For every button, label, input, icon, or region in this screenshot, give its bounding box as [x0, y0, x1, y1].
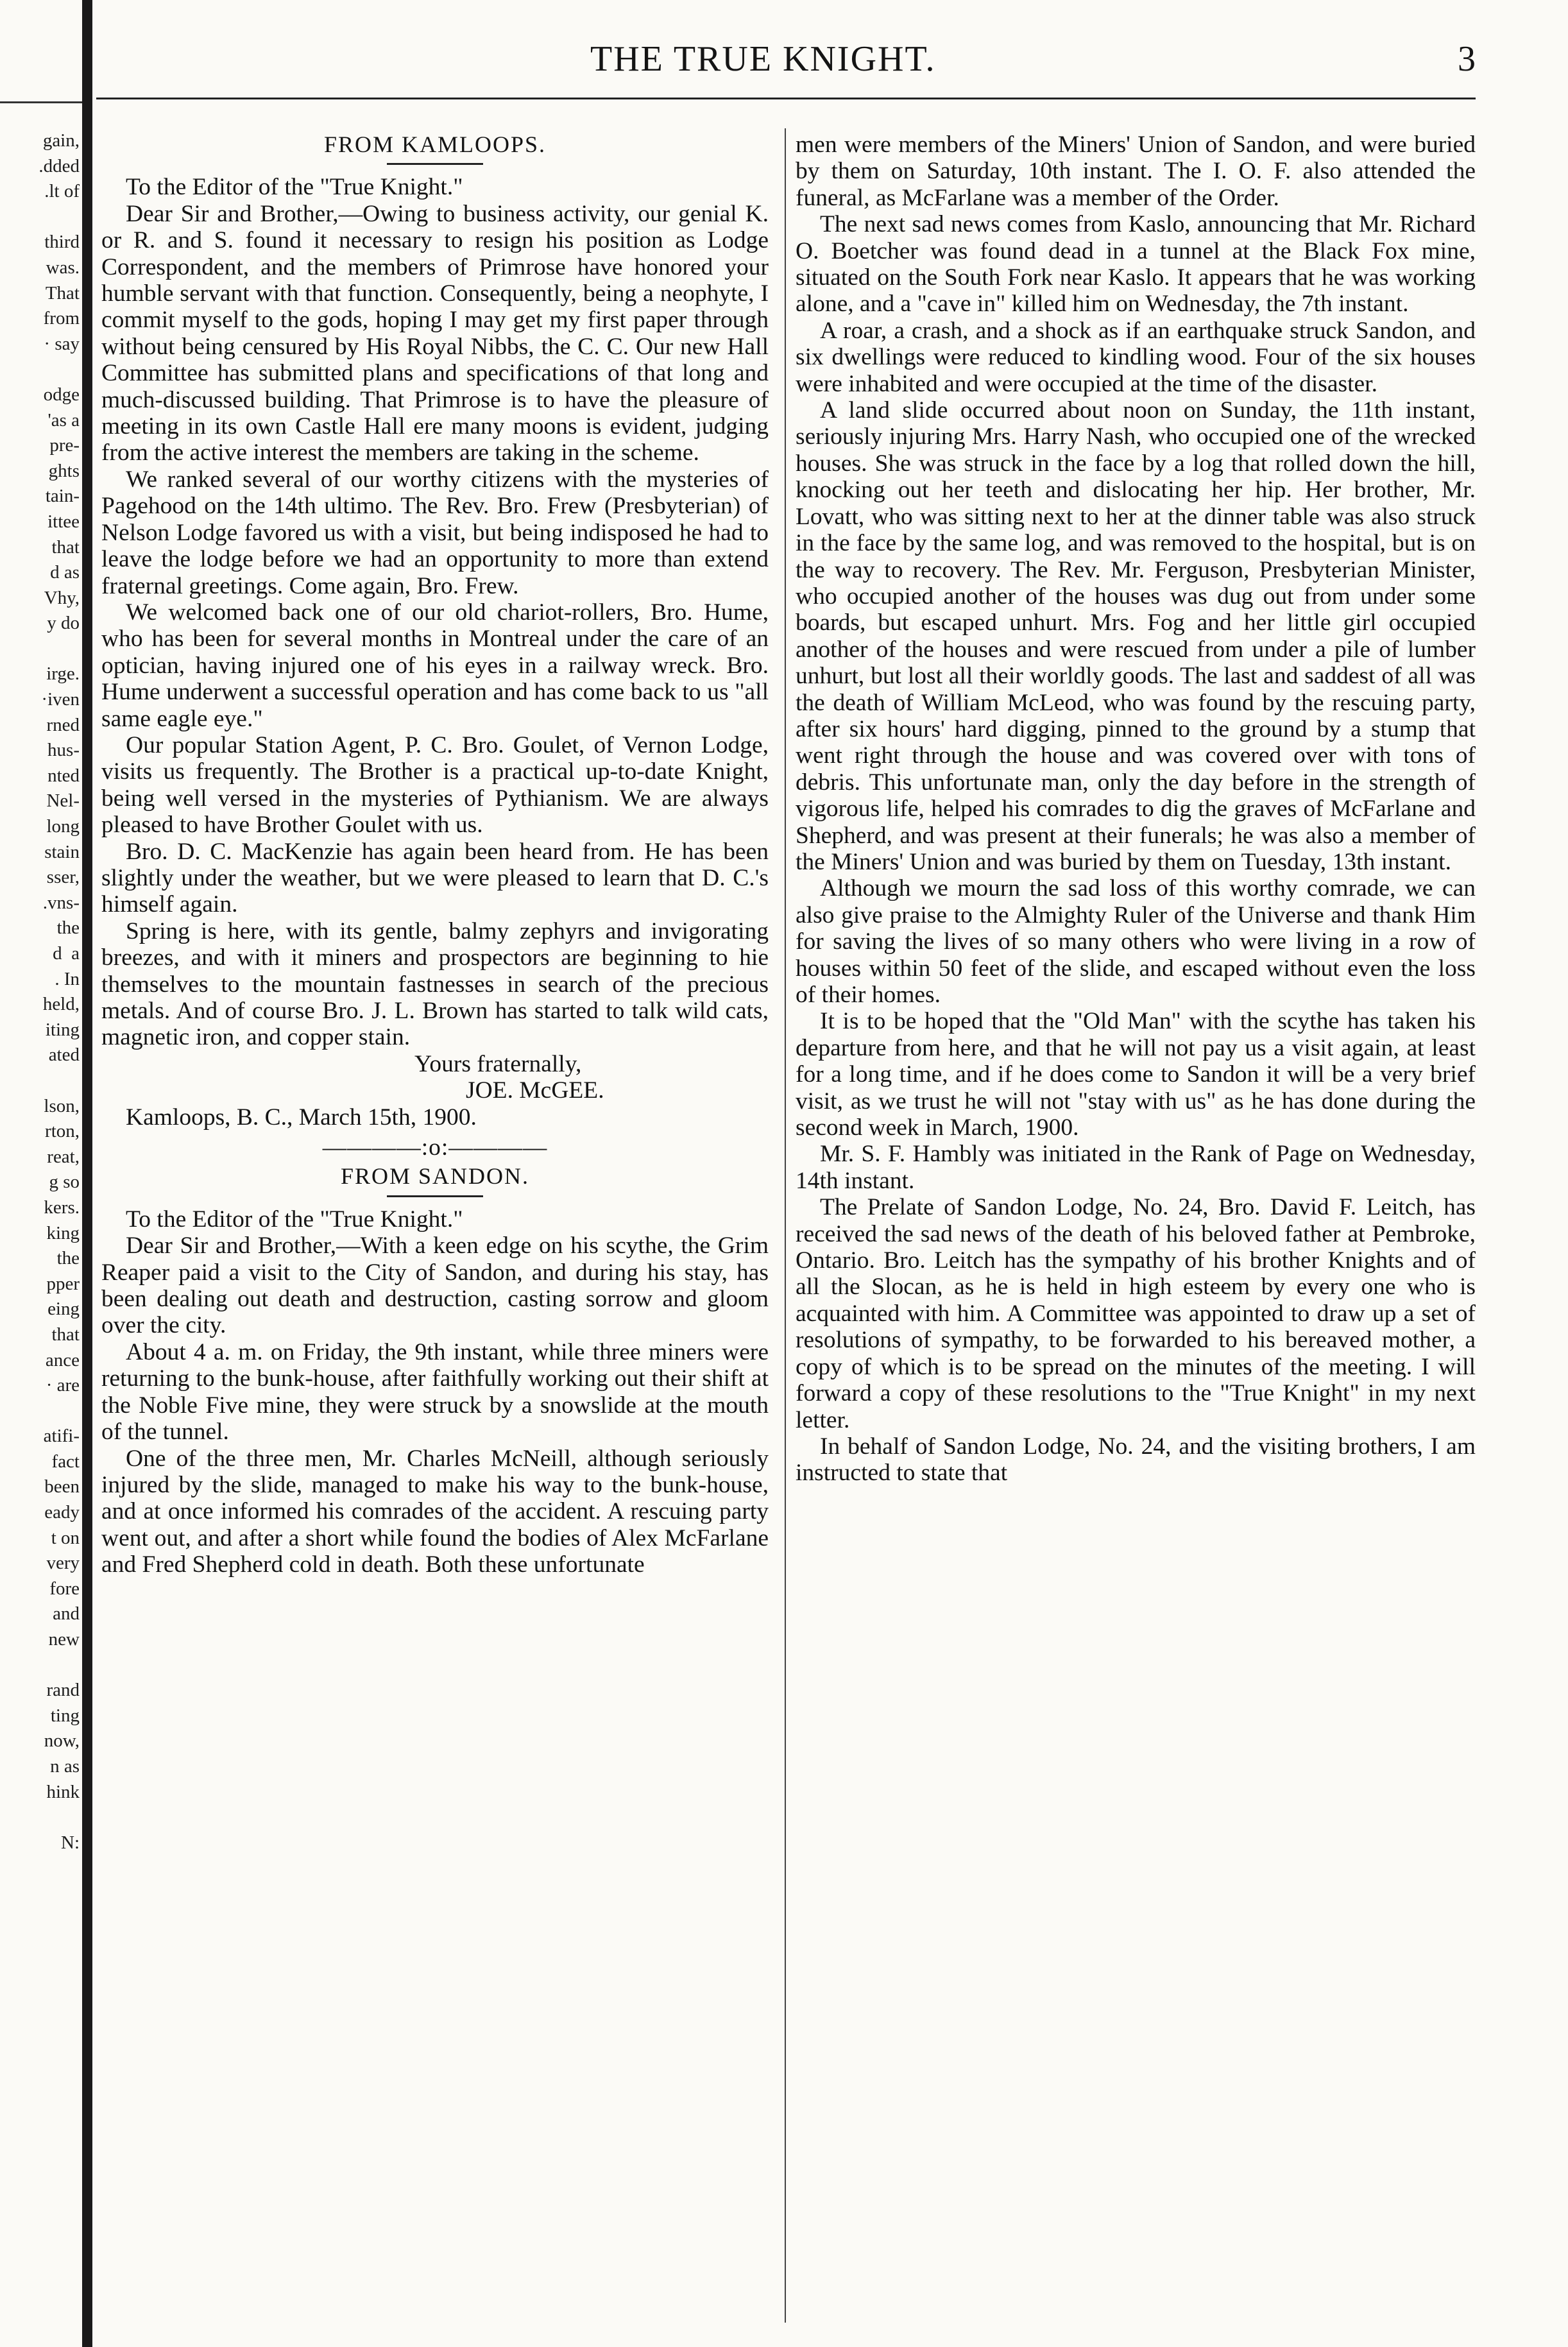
sandon-paragraph: It is to be hoped that the "Old Man" with the scythe has taken his departure from here, and that he will not pay us a visit again, at least for a long time, and if he does come to Sandon it will be a very brief visit, as we trust he will not "stay with us" as he has done during the second week in March, 1900.: [796, 1008, 1476, 1141]
adjacent-page-text-fragments: gain, .dded .lt of third was. That from · say odge 'as a pre- ghts tain- ittee that d as Vhy, y do irge. ·iven rned hus- nted Nel- long stain sser, .vns- the d a . In held, iting ated lson, rton, reat, g so kers. king the pper eing that ance · are atifi- fact been eady t on very fore and new rand ting now, n as hink N:: [38, 130, 80, 1853]
sandon-paragraph: Although we mourn the sad loss of this worthy comrade, we can also give praise to the Almighty Ruler of the Universe and thank Him for saving the lives of so many others who were living in a row of houses within 50 feet of the slide, and escaped without even the loss of their homes.: [796, 875, 1476, 1008]
sandon-paragraph: Mr. S. F. Hambly was initiated in the Rank of Page on Wednesday, 14th instant.: [796, 1141, 1476, 1194]
heading-rule: [387, 1195, 483, 1197]
sandon-paragraph-continued: men were members of the Miners' Union of Sandon, and were buried by them on Saturday, 10th instant. The I. O. F. also attended the funeral, as McFarlane was a member of the Order.: [796, 132, 1476, 211]
right-column: [796, 132, 1476, 1487]
header-rule: [96, 98, 1476, 99]
page-header: [96, 38, 1476, 96]
kamloops-signer: JOE. McGEE.: [466, 1077, 604, 1104]
page-binding-bar: [82, 0, 92, 2347]
masthead-title: THE TRUE KNIGHT.: [590, 39, 936, 79]
article-separator: ————:o:————: [322, 1134, 548, 1161]
sandon-paragraph: Dear Sir and Brother,—With a keen edge on his scythe, the Grim Reaper paid a visit to the City of Sandon, and during his stay, has been dealing out death and destruction, casting sorrow and gloom over the city.: [101, 1233, 769, 1339]
heading-rule: [387, 163, 483, 165]
sandon-paragraph: In behalf of Sandon Lodge, No. 24, and the visiting brothers, I am instructed to state that: [796, 1433, 1476, 1487]
kamloops-paragraph: Spring is here, with its gentle, balmy zephyrs and invigorating breezes, and with it miners and prospectors are beginning to hie themselves to the mountain fastnesses in search of the precious metals. And of course Bro. J. L. Brown has started to talk wild cats, magnetic iron, and copper stain.: [101, 917, 769, 1051]
left-column: [101, 132, 769, 1578]
kamloops-heading: FROM KAMLOOPS.: [323, 132, 547, 157]
sandon-salutation: To the Editor of the "True Knight.": [126, 1206, 463, 1233]
sandon-paragraph: One of the three men, Mr. Charles McNeill, although seriously injured by the slide, managed to make his way to the bunk-house, and at once informed his comrades of the accident. A rescuing party went out, and after a short while found the bodies of Alex McFarlane and Fred Shepherd cold in death. Both these unfortunate: [101, 1445, 769, 1578]
kamloops-paragraph: Bro. D. C. MacKenzie has again been heard from. He has been slightly under the weather, but we were pleased to learn that D. C.'s himself again.: [101, 838, 769, 918]
sandon-paragraph: A land slide occurred about noon on Sunday, the 11th instant, seriously injuring Mrs. Harry Nash, who occupied one of the wrecked houses. She was struck in the face by a log that rolled down the hill, knocking out her teeth and dislocating her hip. Her brother, Mr. Lovatt, who was sitting next to her at the dinner table was also struck in the face by the same log, and was removed to the hospital, but is on the way to recovery. The Rev. Mr. Ferguson, Presbyterian Minister, who occupied another of the houses was dug out from under some boards, but escaped unhurt. Mrs. Fog and her little girl occupied another of the houses and were rescued from under a pile of lumber unhurt, but lost all their worldly goods. The last and saddest of all was the death of William McLeod, who was found by the rescuing party, after six hours' hard digging, pinned to the ground by a stump that went right through the house and was covered over with tons of debris. This unfortunate man, only the day before in the strength of vigorous life, helped his comrades to dig the graves of McFarlane and Shepherd, and was present at their funerals; he was also a member of the Miners' Union and was buried by them on Tuesday, 13th instant.: [796, 397, 1476, 875]
kamloops-paragraph: We ranked several of our worthy citizens with the mysteries of Pagehood on the 14th ultimo. The Rev. Bro. Frew (Presbyterian) of Nelson Lodge favored us with a visit, but being indisposed he had to leave the lodge before we had an opportunity to more than extend fraternal greetings. Come again, Bro. Frew.: [101, 466, 769, 599]
kamloops-paragraph: Dear Sir and Brother,—Owing to business activity, our genial K. or R. and S. found it necessary to resign his position as Lodge Correspondent, and the members of Primrose have honored your humble servant with that function. Consequently, being a neophyte, I commit myself to the gods, hoping I may get my first paper through without being censured by His Royal Nibbs, the C. C. Our new Hall Committee has submitted plans and specifications of that long and much-discussed building. That Primrose is to have the pleasure of meeting in its own Castle Hall ere many moons is evident, judging from the active interest the members are taking in the scheme.: [101, 200, 769, 466]
kamloops-dateline: Kamloops, B. C., March 15th, 1900.: [126, 1104, 477, 1131]
column-divider: [785, 128, 786, 2323]
sandon-paragraph: A roar, a crash, and a shock as if an earthquake struck Sandon, and six dwellings were reduced to kindling wood. Four of the six houses were inhabited and were occupied at the time of the disaster.: [796, 317, 1476, 397]
sandon-paragraph: About 4 a. m. on Friday, the 9th instant, while three miners were returning to the bunk-house, after faithfully working out their shift at the Noble Five mine, they were struck by a snowslide at the mouth of the tunnel.: [101, 1338, 769, 1446]
kamloops-paragraph: Our popular Station Agent, P. C. Bro. Goulet, of Vernon Lodge, visits us frequently. The Brother is a practical up-to-date Knight, being well versed in the mysteries of Pythianism. We are always pleased to have Brother Goulet with us.: [101, 731, 769, 839]
kamloops-paragraph: We welcomed back one of our old chariot-rollers, Bro. Hume, who has been for several months in Montreal under the care of an optician, having injured one of his eyes in a railway wreck. Bro. Hume underwent a successful operation and has come back to us "all same eagle eye.": [101, 599, 769, 732]
adjacent-page-rule: [0, 101, 82, 103]
sandon-heading: FROM SANDON.: [340, 1163, 530, 1190]
kamloops-closing: Yours fraternally,: [414, 1050, 582, 1077]
sandon-paragraph: The next sad news comes from Kaslo, announcing that Mr. Richard O. Boetcher was found dead in a tunnel at the Black Fox mine, situated on the South Fork near Kaslo. It appears that he was working alone, and a "cave in" killed him on Wednesday, the 7th instant.: [796, 211, 1476, 318]
page-number: 3: [1458, 39, 1476, 79]
kamloops-salutation: To the Editor of the "True Knight.": [126, 174, 463, 201]
sandon-paragraph: The Prelate of Sandon Lodge, No. 24, Bro. David F. Leitch, has received the sad news of the death of his beloved father at Pembroke, Ontario. Bro. Leitch has the sympathy of his brother Knights and of all the Slocan, as he is held in high esteem by every one who is acquainted with him. A Committee was appointed to draw up a set of resolutions of sympathy, to be forwarded to his bereaved mother, a copy of which is to be spread on the minutes of the meeting. I will forward a copy of these resolutions to the "True Knight" in my next letter.: [796, 1194, 1476, 1433]
